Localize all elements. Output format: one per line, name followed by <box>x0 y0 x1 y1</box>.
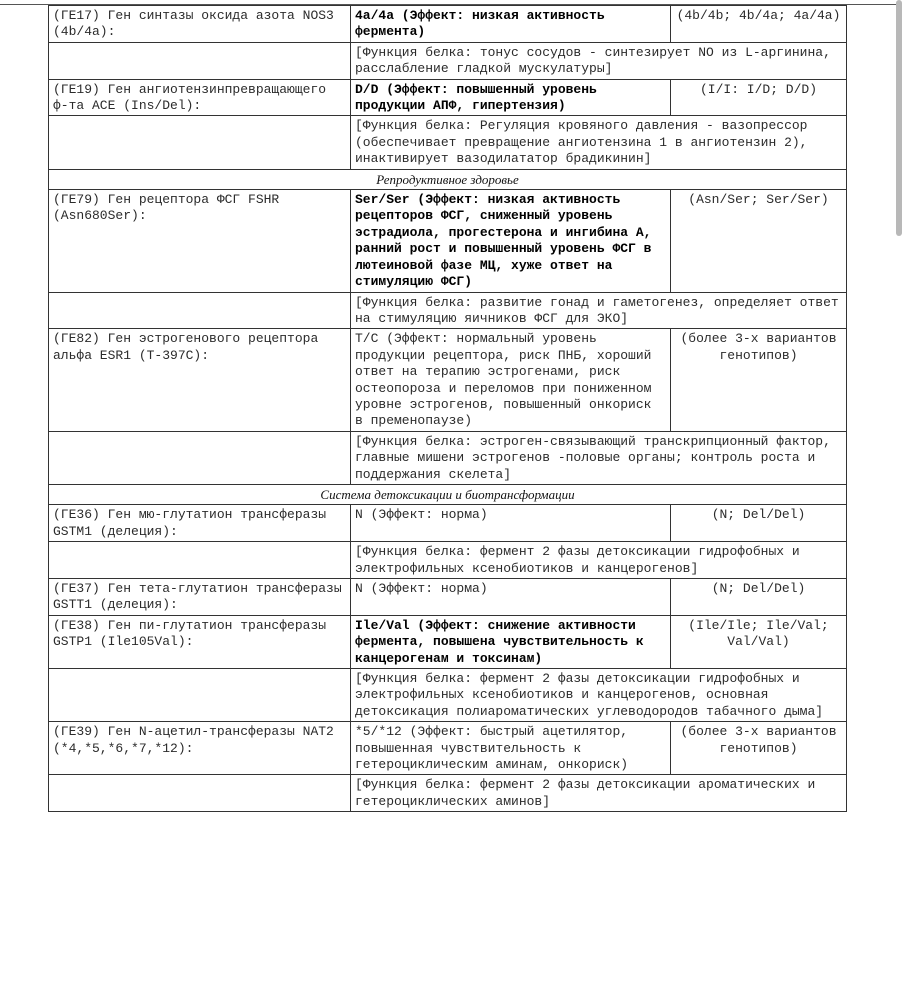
protein-function-cell: [Функция белка: фермент 2 фазы детоксикации гидрофобных и электрофильных ксенобиотиков и канцерогенов, основная детоксикация полиароматических углеводородов табачного дыма] <box>351 669 847 722</box>
protein-function-row <box>49 431 847 484</box>
gene-row <box>49 329 847 431</box>
gene-row <box>49 579 847 616</box>
possible-genotypes-cell: (4b/4b; 4b/4a; 4a/4a) <box>671 6 847 43</box>
possible-genotypes-cell: (Ile/Ile; Ile/Val; Val/Val) <box>671 615 847 668</box>
protein-function-row <box>49 542 847 579</box>
protein-function-row <box>49 116 847 169</box>
gene-row <box>49 79 847 116</box>
gene-name-cell: (ГЕ36) Ген мю-глутатион трансферазы GSTM1 (делеция): <box>49 505 351 542</box>
protein-function-row <box>49 775 847 812</box>
gene-row <box>49 190 847 292</box>
protein-function-cell: [Функция белка: фермент 2 фазы детоксикации ароматических и гетероциклических аминов] <box>351 775 847 812</box>
possible-genotypes-cell: (I/I: I/D; D/D) <box>671 79 847 116</box>
empty-cell <box>49 42 351 79</box>
possible-genotypes-cell: (Asn/Ser; Ser/Ser) <box>671 190 847 292</box>
section-row <box>49 169 847 189</box>
gene-row <box>49 722 847 775</box>
empty-cell <box>49 669 351 722</box>
vertical-scrollbar[interactable] <box>896 0 902 236</box>
gene-row <box>49 615 847 668</box>
gene-row <box>49 6 847 43</box>
genotype-result-cell: *5/*12 (Эффект: быстрый ацетилятор, повышенная чувствительность к гетероциклическим аминам, онкориск) <box>351 722 671 775</box>
possible-genotypes-cell: (N; Del/Del) <box>671 579 847 616</box>
gene-name-cell: (ГЕ17) Ген синтазы оксида азота NOS3 (4b/4a): <box>49 6 351 43</box>
empty-cell <box>49 542 351 579</box>
gene-name-cell: (ГЕ39) Ген N-ацетил-трансферазы NAT2 (*4,*5,*6,*7,*12): <box>49 722 351 775</box>
protein-function-cell: [Функция белка: эстроген-связывающий транскрипционный фактор, главные мишени эстрогенов -половые органы; контроль роста и поддержания скелета] <box>351 431 847 484</box>
empty-cell <box>49 292 351 329</box>
section-title: Репродуктивное здоровье <box>49 169 847 189</box>
genotype-result-cell: Ser/Ser (Эффект: низкая активность рецепторов ФСГ, сниженный уровень эстрадиола, прогестерона и ингибина А, ранний рост и повышенный уровень ФСГ в лютеиновой фазе МЦ, хуже ответ на стимуляцию ФСГ) <box>351 190 671 292</box>
table-body <box>49 6 847 812</box>
protein-function-row <box>49 42 847 79</box>
gene-name-cell: (ГЕ79) Ген рецептора ФСГ FSHR (Asn680Ser): <box>49 190 351 292</box>
possible-genotypes-cell: (более 3-х вариантов генотипов) <box>671 329 847 431</box>
empty-cell <box>49 775 351 812</box>
protein-function-row <box>49 292 847 329</box>
possible-genotypes-cell: (более 3-х вариантов генотипов) <box>671 722 847 775</box>
empty-cell <box>49 116 351 169</box>
genetic-results-table <box>48 5 847 812</box>
protein-function-cell: [Функция белка: развитие гонад и гаметогенез, определяет ответ на стимуляцию яичников ФСГ для ЭКО] <box>351 292 847 329</box>
protein-function-row <box>49 669 847 722</box>
possible-genotypes-cell: (N; Del/Del) <box>671 505 847 542</box>
section-title: Система детоксикации и биотрансформации <box>49 484 847 504</box>
protein-function-cell: [Функция белка: Регуляция кровяного давления - вазопрессор (обеспечивает превращение ангиотензина 1 в ангиотензин 2), инактивирует вазодилататор брадикинин] <box>351 116 847 169</box>
gene-name-cell: (ГЕ82) Ген эстрогенового рецептора альфа ESR1 (T-397C): <box>49 329 351 431</box>
protein-function-cell: [Функция белка: фермент 2 фазы детоксикации гидрофобных и электрофильных ксенобиотиков и канцерогенов] <box>351 542 847 579</box>
genotype-result-cell: D/D (Эффект: повышенный уровень продукции АПФ, гипертензия) <box>351 79 671 116</box>
gene-name-cell: (ГЕ19) Ген ангиотензинпревращающего ф-та ACE (Ins/Del): <box>49 79 351 116</box>
genotype-result-cell: T/C (Эффект: нормальный уровень продукции рецептора, риск ПНБ, хороший ответ на терапию эстрогенами, риск остеопороза и переломов при пониженном уровне эстрогенов, повышенный онкориск в пременопаузе) <box>351 329 671 431</box>
genotype-result-cell: N (Эффект: норма) <box>351 579 671 616</box>
genotype-result-cell: N (Эффект: норма) <box>351 505 671 542</box>
gene-name-cell: (ГЕ37) Ген тета-глутатион трансферазы GSTT1 (делеция): <box>49 579 351 616</box>
gene-name-cell: (ГЕ38) Ген пи-глутатион трансферазы GSTP1 (Ile105Val): <box>49 615 351 668</box>
gene-row <box>49 505 847 542</box>
section-row <box>49 484 847 504</box>
genotype-result-cell: Ile/Val (Эффект: снижение активности фермента, повышена чувствительность к канцерогенам и токсинам) <box>351 615 671 668</box>
empty-cell <box>49 431 351 484</box>
genotype-result-cell: 4a/4a (Эффект: низкая активность фермента) <box>351 6 671 43</box>
protein-function-cell: [Функция белка: тонус сосудов - синтезирует NO из L-аргинина, расслабление гладкой мускулатуры] <box>351 42 847 79</box>
